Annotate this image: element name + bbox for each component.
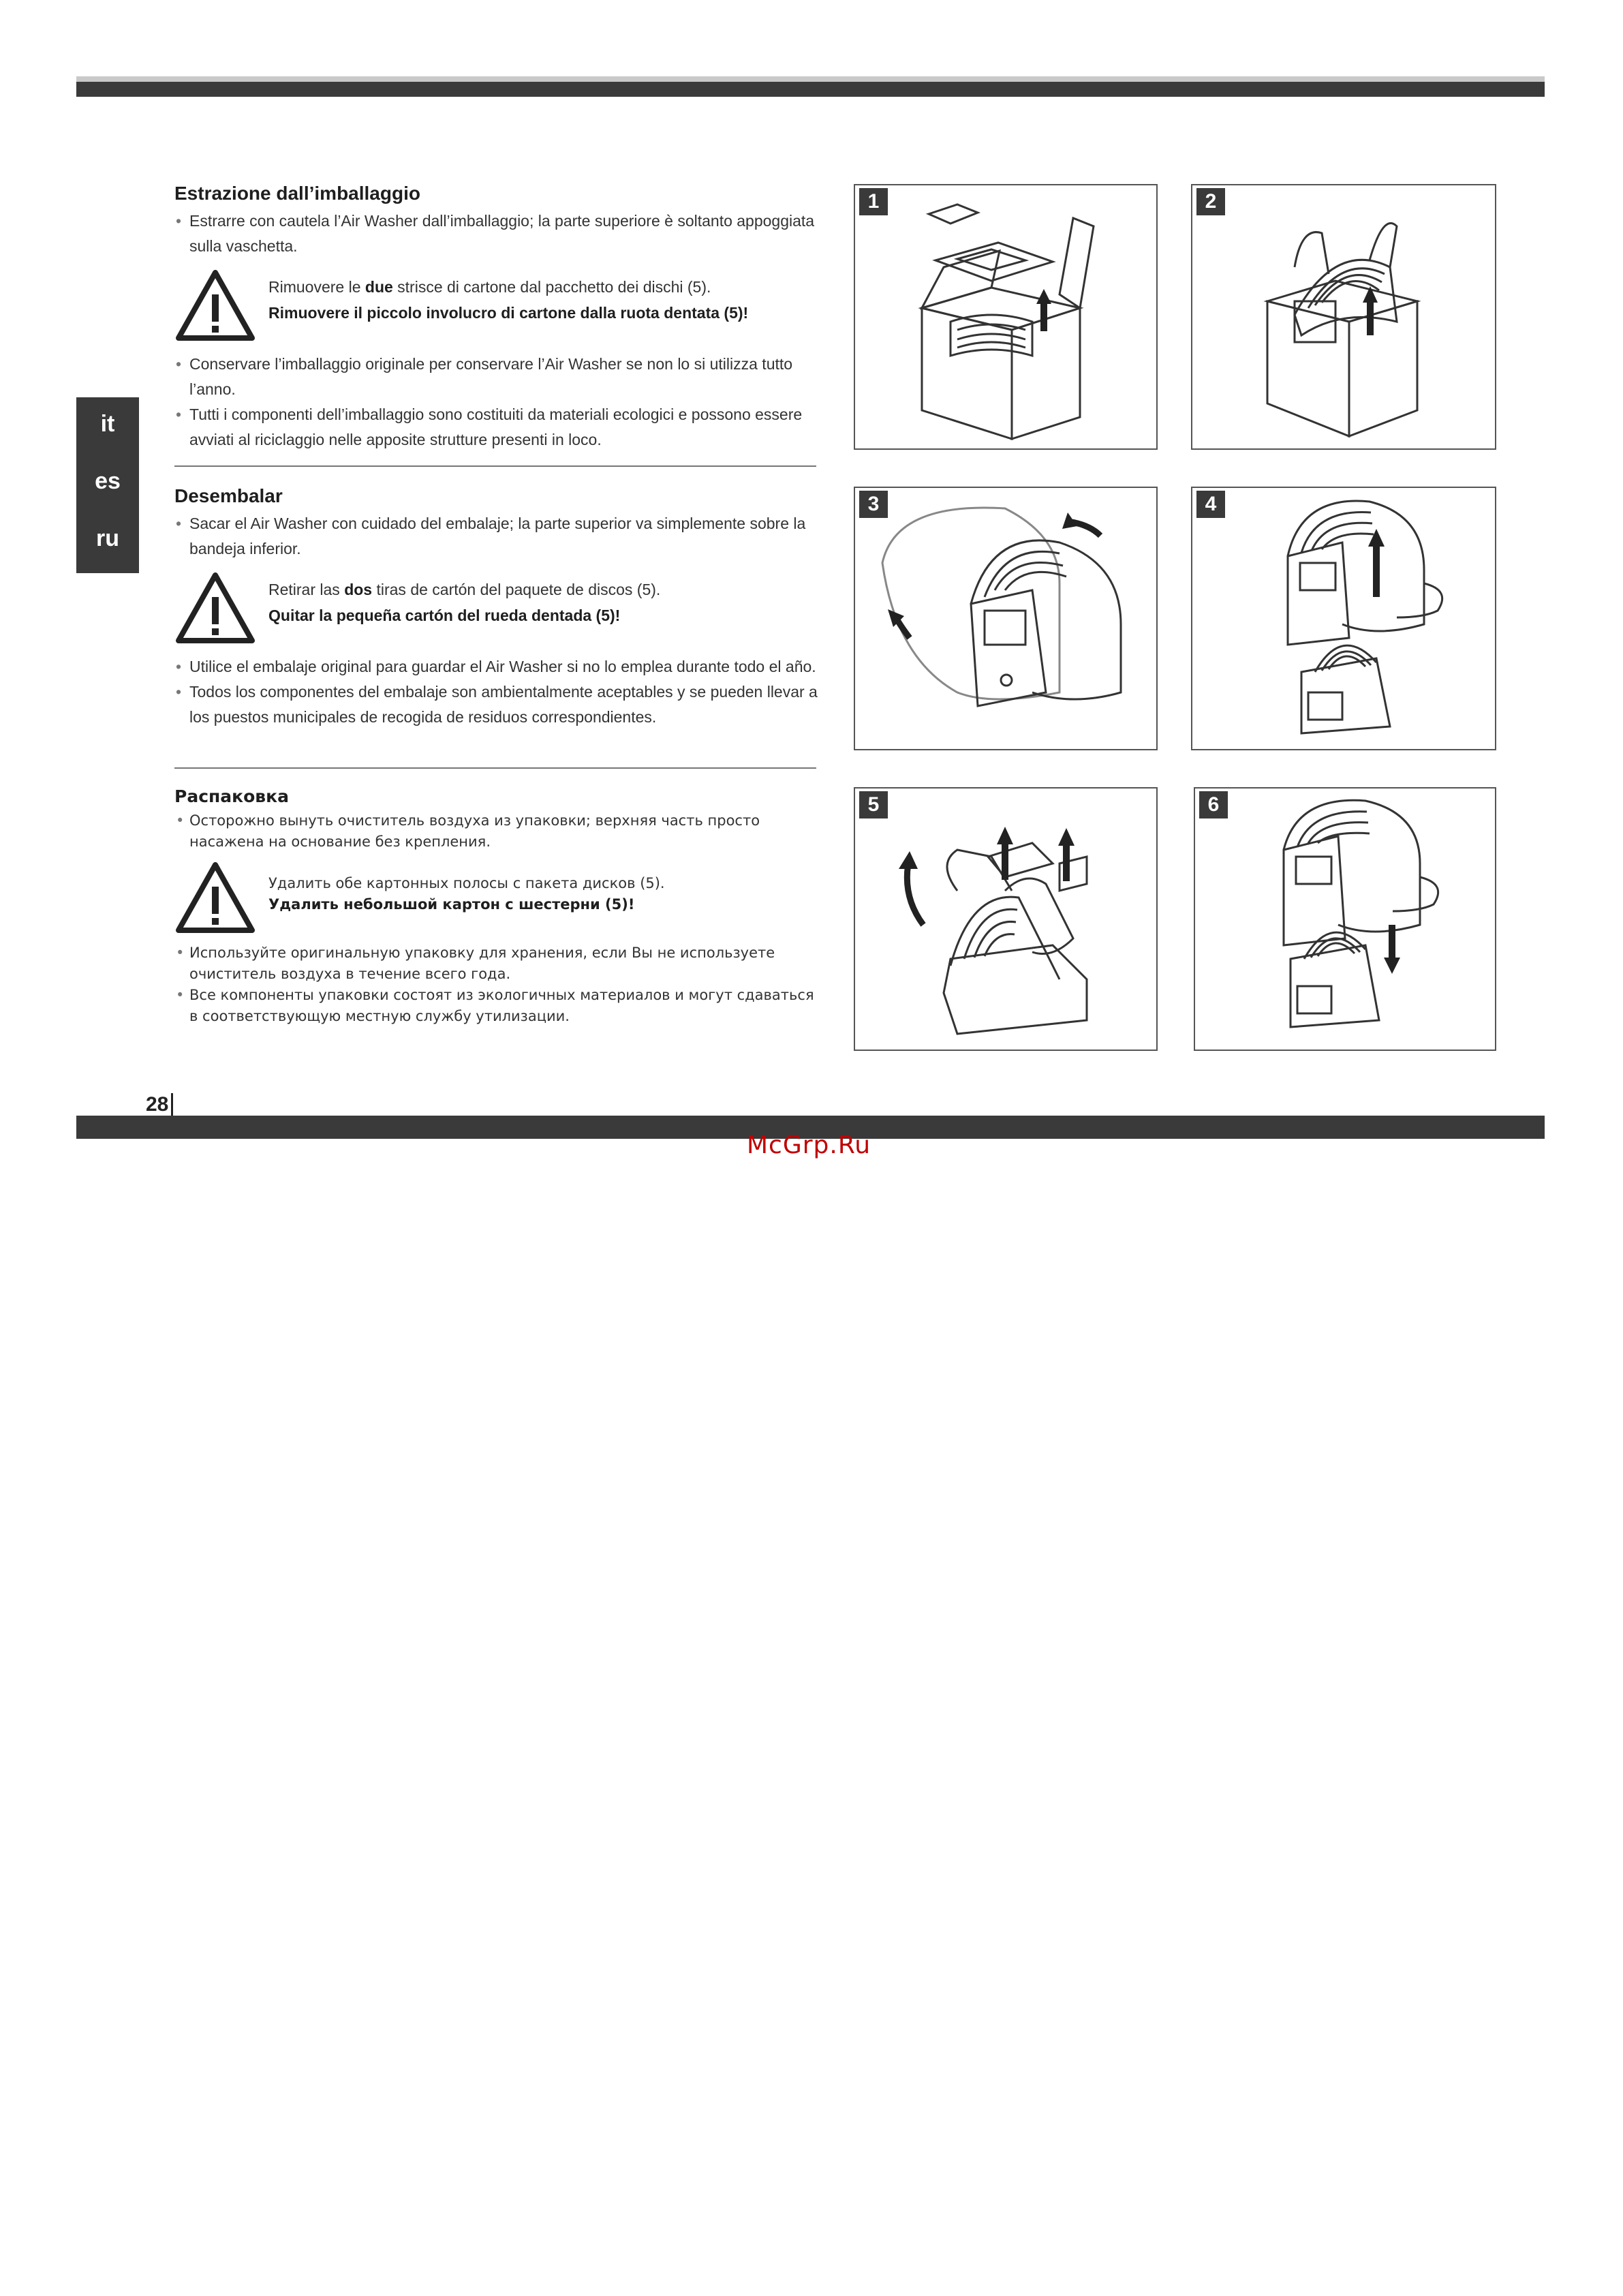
section-ru xyxy=(174,786,819,1027)
step-panel-6 xyxy=(1194,787,1496,1051)
up-arrow-icon xyxy=(1368,529,1385,597)
bullet: • Estrarre con cautela l’Air Washer dall’imballaggio; la parte superiore è soltanto appoggiata sulla vaschetta. xyxy=(174,209,819,259)
bullet: • Sacar el Air Washer con cuidado del embalaje; la parte superior va simplemente sobre la bandeja inferior. xyxy=(174,511,819,562)
curved-arrow-icon xyxy=(888,609,910,638)
warning-triangle-icon xyxy=(174,269,256,342)
up-arrow-icon xyxy=(1058,828,1075,881)
curved-arrow-icon xyxy=(899,851,923,925)
page-number: 28 xyxy=(146,1093,173,1116)
section-title: Estrazione dall’imballaggio xyxy=(174,183,420,204)
warning-line1-b: strisce di cartone dal pacchetto dei dischi (5). xyxy=(392,278,711,296)
step-number: 6 xyxy=(1199,791,1228,818)
step-number: 1 xyxy=(859,188,888,215)
bullet: • Conservare l’imballaggio originale per conservare l’Air Washer se non lo si utilizza tutto l’anno. xyxy=(174,352,819,402)
illustration-lifting-unit xyxy=(1192,185,1495,448)
warning-block xyxy=(174,861,819,941)
section-title: Desembalar xyxy=(174,485,283,506)
section-title: Распаковка xyxy=(174,786,289,806)
bullet: • Tutti i componenti dell’imballaggio sono costituiti da materiali ecologici e possono essere avviati al riciclaggio nelle apposite strutture presenti in loco. xyxy=(174,402,819,453)
step-number: 3 xyxy=(859,491,888,518)
watermark: McGrp.Ru xyxy=(747,1131,871,1159)
warning-text xyxy=(268,274,827,326)
up-arrow-icon xyxy=(1036,289,1051,331)
section-es xyxy=(174,485,819,730)
illustration-removing-top xyxy=(1192,488,1495,749)
warning-line1-bold: due xyxy=(365,278,393,296)
warning-text xyxy=(268,873,827,915)
tab-es[interactable]: es xyxy=(95,468,121,494)
bullet: • Используйте оригинальную упаковку для хранения, если Вы не используете очиститель воздуха в течение всего года. xyxy=(174,943,819,985)
bullet: • Осторожно вынуть очиститель воздуха из упаковки; верхняя часть просто насажена на основание без крепления. xyxy=(174,810,819,853)
bullet: • Todos los componentes del embalaje son ambientalmente aceptables y se pueden llevar a los puestos municipales de recogida de residuos correspondientes. xyxy=(174,679,819,730)
warning-block xyxy=(174,269,819,349)
step-number: 4 xyxy=(1196,491,1225,518)
curved-arrow-icon xyxy=(1062,512,1100,536)
step-number: 5 xyxy=(859,791,888,818)
warning-text xyxy=(268,577,827,628)
tab-it[interactable]: it xyxy=(100,411,115,437)
warning-triangle-icon xyxy=(174,571,256,645)
illustration-removing-bag xyxy=(855,488,1156,749)
bullet: • Utilice el embalaje original para guardar el Air Washer si no lo emplea durante todo el año. xyxy=(174,654,819,679)
warning-line2: Quitar la pequeña cartón del rueda dentada (5)! xyxy=(268,607,621,624)
tab-ru[interactable]: ru xyxy=(96,525,119,551)
up-arrow-icon xyxy=(1363,286,1378,335)
bullet: • Все компоненты упаковки состоят из экологичных материалов и могут сдаваться в соответствующую местную службу утилизации. xyxy=(174,985,819,1027)
warning-line1-b: tiras de cartón del paquete de discos (5). xyxy=(372,581,661,598)
warning-line1-a: Retirar las xyxy=(268,581,345,598)
step-panel-4 xyxy=(1191,487,1496,750)
step-panel-1 xyxy=(854,184,1158,450)
section-divider xyxy=(174,767,816,769)
illustration-unpacking-box xyxy=(855,185,1156,448)
warning-block xyxy=(174,571,819,652)
warning-line2: Rimuovere il piccolo involucro di cartone dalla ruota dentata (5)! xyxy=(268,304,749,322)
step-panel-2 xyxy=(1191,184,1496,450)
warning-line2: Удалить небольшой картон с шестерни (5)! xyxy=(268,896,635,913)
section-it xyxy=(174,183,819,453)
step-panel-5 xyxy=(854,787,1158,1051)
warning-triangle-icon xyxy=(174,861,256,934)
illustration-placing-top xyxy=(1195,789,1495,1050)
top-band xyxy=(76,76,1545,97)
warning-line1-bold: dos xyxy=(344,581,373,598)
warning-line1-a: Rimuovere le xyxy=(268,278,365,296)
warning-line1: Удалить обе картонных полосы с пакета дисков (5). xyxy=(268,875,665,891)
section-divider xyxy=(174,465,816,467)
step-panel-3 xyxy=(854,487,1158,750)
language-tabs xyxy=(76,397,139,573)
illustration-removing-cardboard-strips xyxy=(855,789,1156,1050)
step-number: 2 xyxy=(1196,188,1225,215)
